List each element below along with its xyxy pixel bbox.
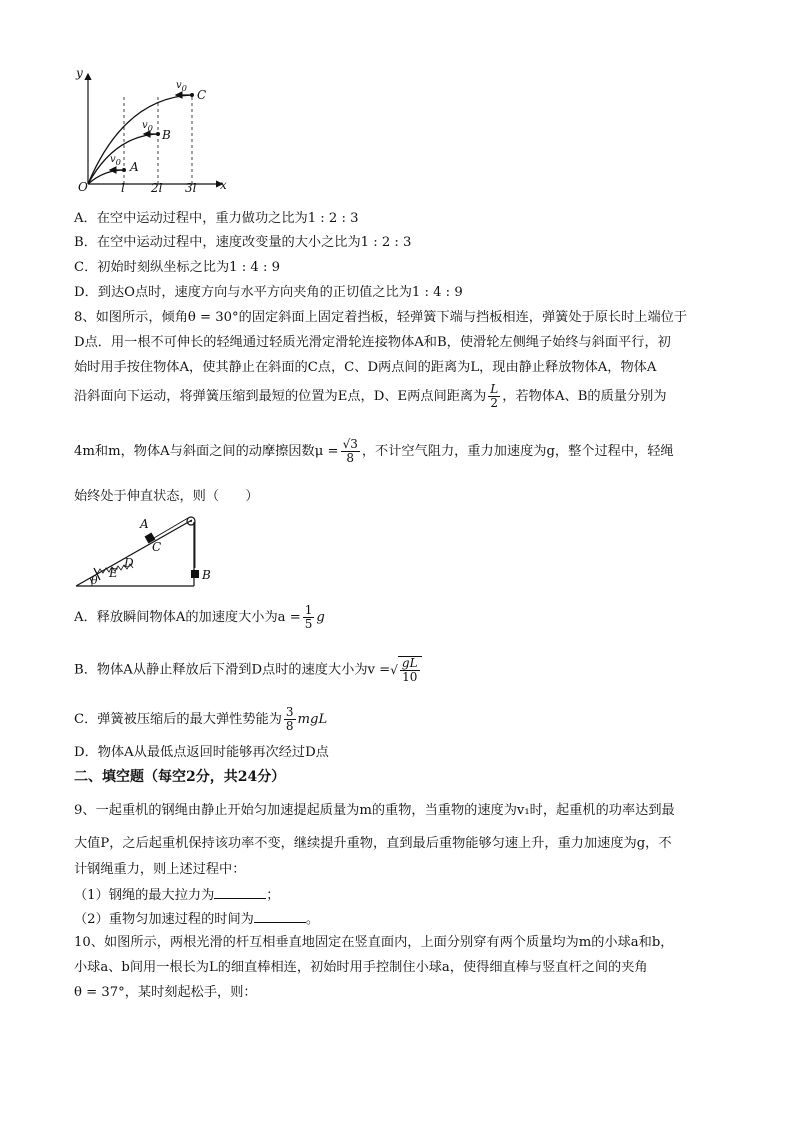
point-c-label: C xyxy=(197,88,207,102)
origin-label: O xyxy=(78,180,88,194)
q7-option-d: D．到达O点时，速度方向与水平方向夹角的正切值之比为1 : 4 : 9 xyxy=(74,285,463,300)
q8-line-3: 始时用手按住物体A，使其静止在斜面的C点，C、D两点间的距离为L，现由静止释放物体A，物体A xyxy=(74,360,657,375)
tick-l: l xyxy=(121,181,125,195)
q9-sub-1: （1）钢绳的最大拉力为 ； xyxy=(74,884,279,906)
q7-option-c: C．初始时刻纵坐标之比为1 : 4 : 9 xyxy=(74,260,280,275)
label-b: B xyxy=(202,568,211,582)
trajectory-labels xyxy=(74,66,234,196)
q9-line-3: 计钢绳重力，则上述过程中： xyxy=(74,862,246,877)
label-d: D xyxy=(124,556,134,570)
answer-blank-2[interactable] xyxy=(254,908,306,923)
point-a-label: A xyxy=(130,160,139,174)
label-c: C xyxy=(152,540,162,554)
label-e: E xyxy=(109,566,118,580)
q8-option-b: B．物体A从静止释放后下滑到D点时的速度大小为v =√ $\frac{gL}{10}$ xyxy=(74,656,422,684)
q9-sub-2: （2）重物匀加速过程的时间为 。 xyxy=(74,908,319,930)
q8-line-4: 沿斜面向下运动，将弹簧压缩到最短的位置为E点，D、E两点间距离为 $\frac{L}{2}$ ，若物体A、B的质量分别为 xyxy=(74,382,667,410)
v0-label-b: $v_0$ xyxy=(142,120,153,133)
fraction-l-over-2: $\frac{L}{2}$ xyxy=(490,382,499,410)
v0-label-a: $v_0$ xyxy=(110,154,121,167)
label-theta: θ xyxy=(91,574,98,587)
sqrt-expression: √ $\frac{gL}{10}$ xyxy=(390,656,421,684)
incline-labels xyxy=(74,510,224,590)
q8-line-6: 始终处于伸直状态，则（ ） xyxy=(74,489,259,504)
q9-line-1: 9、一起重机的钢绳由静止开始匀加速提起质量为m的重物，当重物的速度为v₁时，起重机的功率达到最 xyxy=(74,803,675,818)
q8-line-1: 8、如图所示，倾角θ = 30°的固定斜面上固定着挡板，轻弹簧下端与挡板相连，弹簧处于原长时上端位于 xyxy=(74,310,688,325)
q8-option-c: C．弹簧被压缩后的最大弹性势能为 $\frac{3}{8}$ mgL xyxy=(74,705,328,733)
q9-line-2: 大值P，之后起重机保持该功率不变，继续提升重物，直到最后重物能够匀速上升，重力加速度为g，不 xyxy=(74,836,672,851)
point-b-label: B xyxy=(162,128,171,142)
q8-option-a: A．释放瞬间物体A的加速度大小为a = $\frac{1}{5}$ g xyxy=(74,603,325,631)
q8-option-d: D．物体A从最低点返回时能够再次经过D点 xyxy=(74,745,329,760)
v0-label-c: $v_0$ xyxy=(176,80,187,93)
q8-line-2: D点．用一根不可伸长的轻绳通过轻质光滑定滑轮连接物体A和B，使滑轮左侧绳子始终与斜面平行，初 xyxy=(74,335,671,350)
q10-line-2: 小球a、b间用一根长为L的细直棒相连，初始时用手控制住小球a，使得细直棒与竖直杆之间的夹角 xyxy=(74,960,648,975)
q10-line-1: 10、如图所示，两根光滑的杆互相垂直地固定在竖直面内，上面分别穿有两个质量均为m的小球a和b， xyxy=(74,935,674,950)
tick-3l: 3l xyxy=(185,181,197,195)
x-axis-label: x xyxy=(220,178,227,192)
y-axis-label: y xyxy=(76,66,83,80)
q8-line-5: 4m和m，物体A与斜面之间的动摩擦因数μ = $\frac{√3}{8}$ ，不计空气阻力，重力加速度为g，整个过程中，轻绳 xyxy=(74,437,674,465)
q10-line-3: θ = 37°，某时刻起松手，则： xyxy=(74,985,257,1000)
q7-option-a: A．在空中运动过程中，重力做功之比为1 : 2 : 3 xyxy=(74,211,359,226)
section-title: 二、填空题（每空2分，共24分） xyxy=(74,769,286,785)
answer-blank-1[interactable] xyxy=(214,884,266,899)
label-a: A xyxy=(140,517,149,531)
tick-2l: 2l xyxy=(151,181,163,195)
q7-option-b: B．在空中运动过程中，速度改变量的大小之比为1 : 2 : 3 xyxy=(74,235,412,250)
fraction-mu: $\frac{√3}{8}$ xyxy=(342,437,358,465)
